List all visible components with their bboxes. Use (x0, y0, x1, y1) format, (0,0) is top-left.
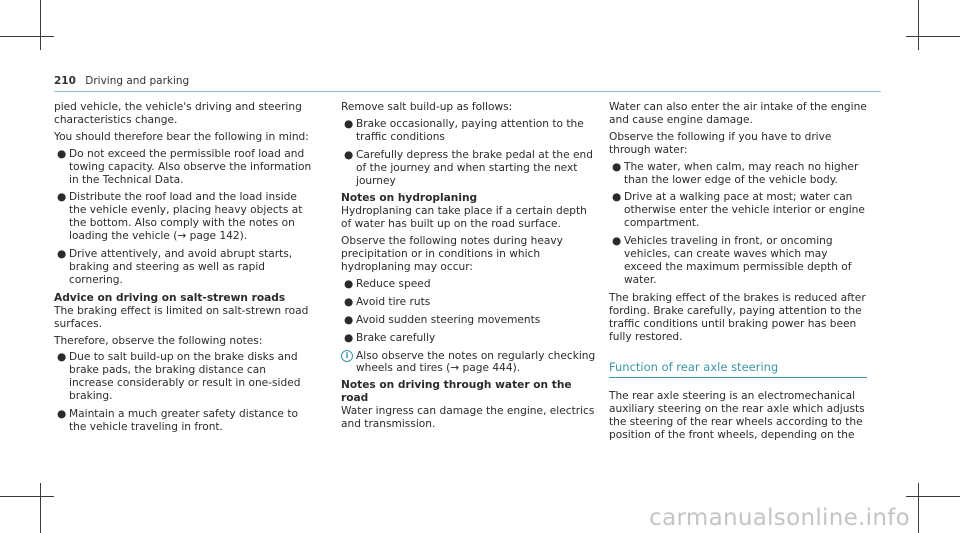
list-item: ● Avoid tire ruts (344, 295, 431, 308)
list-item: ● Drive at a walking pace at most; water can otherwise enter the vehicle interior or engine compartment. (612, 191, 865, 230)
info-note: i Also observe the notes on regularly checking wheels and tires (→ page 444). (341, 350, 599, 376)
section-spacer (609, 378, 867, 390)
paragraph: Hydroplaning can take place if a certain depth of water has built up on the road surface. (341, 205, 587, 231)
crop-mark (918, 483, 919, 533)
watermark: carmanualsonline.info (649, 505, 910, 531)
paragraph: The rear axle steering is an electromechanical auxiliary steering on the rear axle which adjusts the steering of the rear wheels according to the position of the front wheels, depending on the (609, 390, 865, 442)
page-header (54, 75, 189, 87)
list-item: ● Distribute the roof load and the load inside the vehicle evenly, placing heavy objects at the bottom. Also comply with the notes on loading the vehicle (→ page 142). (57, 191, 303, 243)
crop-mark (0, 36, 54, 37)
subheading: Notes on hydroplaning (341, 192, 478, 205)
bullet-list (54, 148, 312, 287)
subheading: Notes on driving through water on the road (341, 379, 572, 405)
crop-mark (906, 496, 960, 497)
section-title: Function of rear axle steering (609, 361, 867, 378)
paragraph: Observe the following if you have to drive through water: (609, 130, 832, 156)
crop-mark (40, 0, 41, 50)
list-item: ● Avoid sudden steering movements (344, 313, 541, 326)
bullet-list (609, 161, 867, 287)
list-item: ● Vehicles traveling in front, or oncoming vehicles, can create waves which may exceed the maximum permissible depth of water. (612, 235, 852, 286)
column-3 (609, 101, 867, 446)
list-item: ● Reduce speed (344, 277, 431, 290)
page-number: 210 (54, 75, 76, 87)
crop-mark (0, 496, 54, 497)
crop-mark (40, 483, 41, 533)
paragraph: The braking effect is limited on salt-strewn road surfaces. (54, 304, 309, 330)
paragraph: Water can also enter the air intake of the engine and cause engine damage. (609, 101, 867, 126)
paragraph: Observe the following notes during heavy precipitation or in conditions in which hydroplaning may occur: (341, 235, 563, 273)
crop-mark (906, 36, 960, 37)
bullet-list (341, 118, 599, 188)
paragraph: pied vehicle, the vehicle's driving and steering characteristics change. (54, 101, 302, 126)
list-item: ● Due to salt build-up on the brake disks and brake pads, the braking distance can increase considerably or result in one-sided braking. (57, 351, 301, 403)
subheading: Advice on driving on salt-strewn roads (54, 291, 286, 304)
header-rule (54, 91, 881, 92)
list-item: ● Brake occasionally, paying attention to the traffic conditions (344, 117, 584, 143)
bullet-list (341, 278, 599, 345)
bullet-list (54, 351, 312, 433)
list-item: ● Do not exceed the permissible roof load and towing capacity. Also observe the information in the Technical Data. (57, 147, 312, 186)
section-name: Driving and parking (85, 75, 190, 87)
crop-mark (918, 0, 919, 50)
info-icon: i (341, 350, 353, 362)
list-item: ● Maintain a much greater safety distance to the vehicle traveling in front. (57, 408, 298, 433)
column-2 (341, 101, 599, 435)
paragraph: Water ingress can damage the engine, electrics and transmission. (341, 405, 595, 431)
paragraph: The braking effect of the brakes is reduced after fording. Brake carefully, paying attention to the traffic conditions until braking power has been fully restored. (609, 291, 866, 343)
list-item: ● The water, when calm, may reach no higher than the lower edge of the vehicle body. (612, 160, 859, 186)
list-item: ● Carefully depress the brake pedal at the end of the journey and when starting the next journey (344, 148, 593, 187)
paragraph: Therefore, observe the following notes: (54, 334, 263, 347)
list-item: ● Brake carefully (344, 331, 436, 344)
paragraph: You should therefore bear the following in mind: (54, 130, 309, 143)
column-1 (54, 101, 312, 439)
list-item: ● Drive attentively, and avoid abrupt starts, braking and steering as well as rapid cornering. (57, 248, 293, 286)
paragraph: Remove salt build-up as follows: (341, 101, 513, 113)
